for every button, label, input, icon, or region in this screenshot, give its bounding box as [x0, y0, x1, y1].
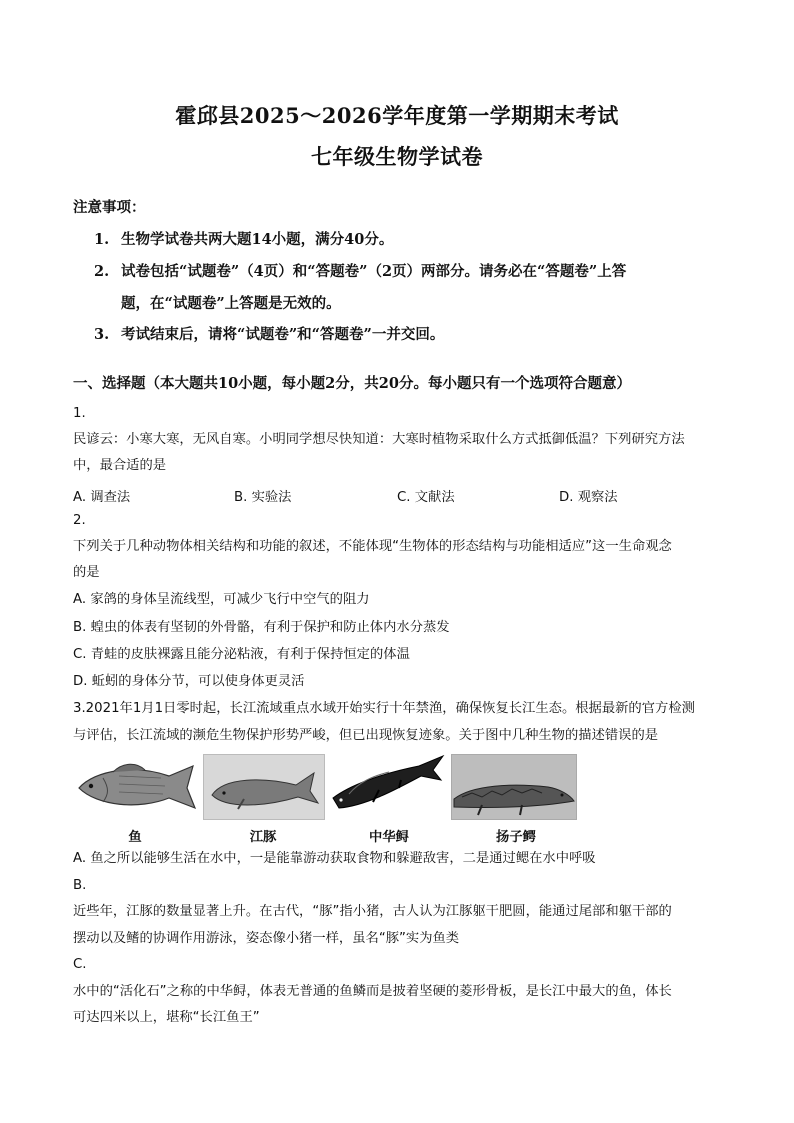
q1-stem-line1: 民谚云：小寒大寒，无风自寒。小明同学想尽快知道：大寒时植物采取什么方式抵御低温？下列研究方法	[73, 432, 685, 447]
notice-text: 生物学试卷共两大题14小题，满分40分。	[121, 231, 394, 248]
q1-option-a: A. 调查法	[73, 490, 131, 505]
q1-number: 1.	[73, 406, 86, 421]
q1-stem-line2: 中，最合适的是	[73, 458, 167, 473]
notice-num: 1.	[94, 231, 110, 248]
q3-option-a: A. 鱼之所以能够生活在水中，一是能靠游动获取食物和躲避敌害，二是通过鳃在水中呼吸	[73, 851, 596, 866]
q3-option-c-line1: 水中的“活化石”之称的中华鲟，体表无普通的鱼鳞而是披着坚硬的菱形骨板，是长江中最大的鱼，体长	[73, 984, 672, 999]
exam-title: 霍邱县2025～2026学年度第一学期期末考试	[175, 103, 619, 128]
notice-text: 考试结束后，请将“试题卷”和“答题卷”一并交回。	[121, 326, 445, 343]
q2-option-c: C. 青蛙的皮肤裸露且能分泌粘液，有利于保持恒定的体温	[73, 647, 410, 662]
notice-heading: 注意事项：	[73, 199, 146, 216]
q3-option-b-line2: 摆动以及鳍的协调作用游泳，姿态像小猪一样，虽名“豚”实为鱼类	[73, 931, 460, 946]
q2-option-d: D. 蚯蚓的身体分节，可以使身体更灵活	[73, 674, 305, 689]
caption-chinese-alligator: 扬子鳄	[496, 830, 536, 845]
q3-figure	[73, 754, 583, 824]
q3-option-c-label: C.	[73, 957, 87, 972]
q3-option-b-label: B.	[73, 878, 87, 893]
q3-option-c-line2: 可达四米以上，堪称“长江鱼王”	[73, 1010, 260, 1025]
notice-item-1	[94, 230, 393, 250]
q2-stem-line1: 下列关于几种动物体相关结构和功能的叙述，不能体现“生物体的形态结构与功能相适应”这一生命观念	[73, 539, 672, 554]
caption-chinese-sturgeon: 中华鲟	[369, 830, 409, 845]
q3-option-b-line1: 近些年，江豚的数量显著上升。在古代，“豚”指小猪，古人认为江豚躯干肥圆，能通过尾部和躯干部的	[73, 904, 672, 919]
q1-option-d: D. 观察法	[559, 490, 618, 505]
notice-num: 3.	[94, 326, 110, 343]
exam-subtitle: 七年级生物学试卷	[311, 144, 483, 169]
notice-num: 2.	[94, 263, 110, 280]
chinese-sturgeon-image	[329, 754, 447, 818]
section-heading: 一、选择题（本大题共10小题，每小题2分，共20分。每小题只有一个选项符合题意）	[73, 375, 631, 392]
notice-item-3	[94, 325, 444, 345]
q3-stem-line1: 3.2021年1月1日零时起，长江流域重点水域开始实行十年禁渔，确保恢复长江生态。根据最新的官方检测	[73, 701, 695, 716]
finless-porpoise-image	[203, 754, 325, 820]
caption-fish: 鱼	[128, 830, 142, 845]
q2-option-a: A. 家鸽的身体呈流线型，可减少飞行中空气的阻力	[73, 592, 370, 607]
q1-option-c: C. 文献法	[397, 490, 455, 505]
fish-image	[73, 754, 201, 818]
q2-stem-line2: 的是	[73, 565, 100, 580]
chinese-alligator-image	[451, 754, 577, 820]
caption-finless-porpoise: 江豚	[249, 830, 277, 845]
notice-item-2	[94, 262, 626, 282]
notice-text: 试卷包括“试题卷”（4页）和“答题卷”（2页）两部分。请务必在“答题卷”上答	[121, 263, 627, 280]
q2-number: 2.	[73, 513, 86, 528]
q2-option-b: B. 蝗虫的体表有坚韧的外骨骼，有利于保护和防止体内水分蒸发	[73, 620, 450, 635]
q3-stem-line2: 与评估，长江流域的濒危生物保护形势严峻，但已出现恢复迹象。关于图中几种生物的描述错误的是	[73, 728, 659, 743]
notice-item-2-continued: 题，在“试题卷”上答题是无效的。	[121, 295, 341, 312]
q1-option-b: B. 实验法	[234, 490, 292, 505]
